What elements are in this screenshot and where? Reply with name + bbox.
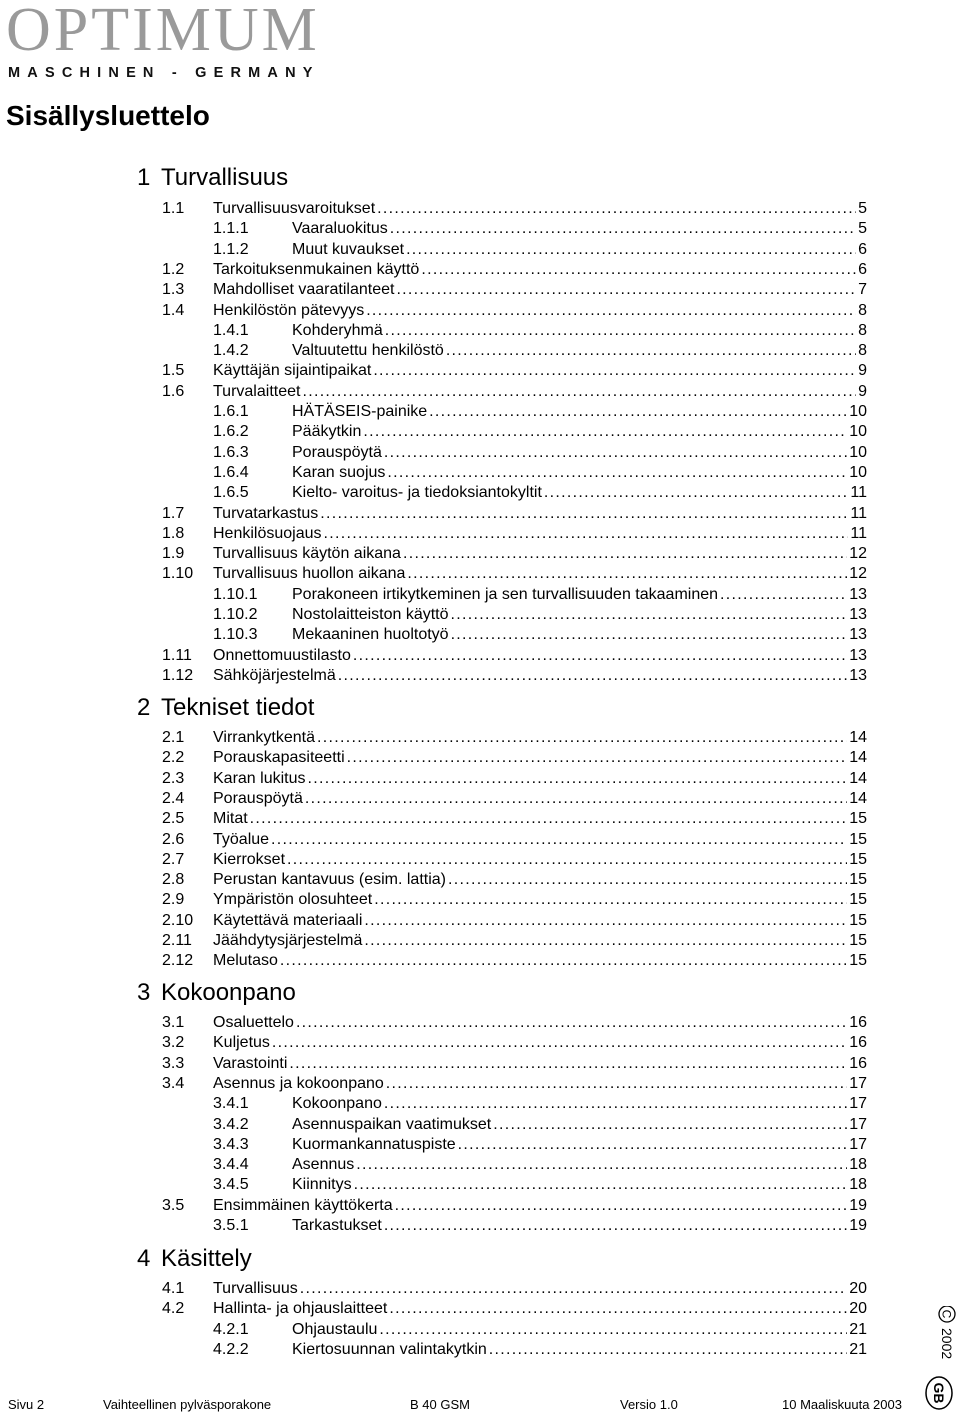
toc-entry-page: 7 <box>858 281 867 299</box>
toc-entry-number: 1.2 <box>162 260 185 278</box>
toc-entry-title: Henkilöstön pätevyys <box>213 301 365 319</box>
toc-entry-page: 16 <box>849 1014 867 1031</box>
toc-entry[interactable] <box>162 931 867 951</box>
toc-entry-page: 10 <box>849 443 867 461</box>
toc-entry-page: 14 <box>849 789 867 807</box>
toc-entry-number: 1.6.5 <box>213 484 249 502</box>
language-badge-text: GB <box>931 1382 947 1404</box>
toc-entry-number: 2.2 <box>162 749 185 767</box>
toc-entry-page: 5 <box>858 220 867 238</box>
toc-entry-number: 2.12 <box>162 952 194 970</box>
toc-entry-number: 3.4 <box>162 1074 185 1092</box>
toc-entry-page: 18 <box>849 1156 867 1174</box>
dot-leader <box>353 646 847 666</box>
toc-entry-number: 1.4.1 <box>213 321 249 339</box>
toc-entry[interactable] <box>162 1299 867 1319</box>
toc-entry-page: 14 <box>849 729 867 746</box>
dot-leader <box>720 585 847 605</box>
toc-entry-page: 15 <box>849 871 867 889</box>
toc-entry[interactable] <box>162 321 867 341</box>
toc-entry[interactable] <box>162 748 867 768</box>
footer-model: B 40 GSM <box>410 1397 470 1412</box>
dot-leader <box>395 1196 848 1216</box>
toc-entry-number: 1.6.2 <box>213 423 249 441</box>
toc-entry-number: 1.1.2 <box>213 240 249 258</box>
dot-leader <box>347 748 848 768</box>
toc-entry[interactable] <box>162 443 867 463</box>
toc-entry-page: 15 <box>849 850 867 868</box>
footer-date: 10 Maaliskuuta 2003 <box>782 1397 902 1412</box>
toc-entry-number: 3.4.3 <box>213 1135 249 1153</box>
toc-entry-title: Perustan kantavuus (esim. lattia) <box>213 871 446 889</box>
dot-leader <box>363 422 847 442</box>
toc-entry[interactable] <box>162 341 867 361</box>
toc-entry-number: 2.1 <box>162 729 185 746</box>
toc-entry[interactable] <box>162 870 867 890</box>
toc-entry-title: Kierrokset <box>213 850 286 868</box>
toc-entry-page: 11 <box>850 504 867 522</box>
dot-leader <box>396 280 856 300</box>
dot-leader <box>317 728 847 748</box>
toc-entry-page: 20 <box>849 1300 867 1318</box>
toc-entry-page: 15 <box>849 911 867 929</box>
toc-entry-number: 3.5.1 <box>213 1217 249 1234</box>
dot-leader <box>446 341 856 361</box>
toc-entry[interactable] <box>162 850 867 870</box>
toc-entry-title: Mahdolliset vaaratilanteet <box>213 281 395 299</box>
toc-entry-number: 3.1 <box>162 1014 185 1031</box>
toc-entry[interactable] <box>162 463 867 483</box>
dot-leader <box>373 361 856 381</box>
toc-entry[interactable] <box>162 240 867 260</box>
page-title: Sisällysluettelo <box>6 100 210 131</box>
toc-entry[interactable] <box>162 830 867 850</box>
toc-entry-page: 5 <box>858 200 867 217</box>
toc-entry-title: Mekaaninen huoltotyö <box>292 626 449 644</box>
toc-entry[interactable] <box>162 1155 867 1175</box>
toc-entry-number: 1.6.1 <box>213 403 249 420</box>
toc-entry[interactable] <box>162 1135 867 1155</box>
copyright-symbol: C <box>939 1309 954 1319</box>
toc-entry-page: 15 <box>849 891 867 909</box>
dot-leader <box>407 564 847 584</box>
toc-entry-number: 1.5 <box>162 362 185 380</box>
toc-entry-number: 1.8 <box>162 524 185 542</box>
toc-entry-page: 13 <box>849 606 867 623</box>
toc-entry[interactable] <box>162 544 867 564</box>
toc-entry-number: 1.10.2 <box>213 606 258 623</box>
toc-entry-number: 3.5 <box>162 1196 185 1214</box>
toc-entry[interactable] <box>162 1196 867 1216</box>
toc-entry[interactable] <box>162 280 867 300</box>
chapter-heading <box>137 978 296 1008</box>
toc-entry[interactable] <box>162 789 867 809</box>
toc-entry-title: Turvalaitteet <box>213 382 301 400</box>
toc-entry-page: 17 <box>849 1095 867 1113</box>
toc-entry[interactable] <box>162 422 867 442</box>
toc-entry-page: 9 <box>858 382 867 400</box>
dot-leader <box>390 219 856 239</box>
optimum-logo <box>6 0 320 81</box>
dot-leader <box>289 1054 847 1074</box>
toc-entry[interactable] <box>162 504 867 524</box>
dot-leader <box>493 1115 847 1135</box>
toc-entry-number: 1.11 <box>162 646 192 664</box>
toc-entry-page: 9 <box>858 362 867 380</box>
toc-entry-number: 3.2 <box>162 1034 185 1052</box>
dot-leader <box>403 544 847 564</box>
chapter-heading <box>137 163 288 193</box>
chapter-title: Tekniset tiedot <box>161 694 315 721</box>
dot-leader <box>385 321 856 341</box>
dot-leader <box>356 1155 847 1175</box>
toc-entry[interactable] <box>162 1054 867 1074</box>
toc-entry-title: Onnettomuustilasto <box>213 646 351 664</box>
toc-entry-title: Turvatarkastus <box>213 504 319 522</box>
toc-entry-number: 1.6.4 <box>213 463 249 481</box>
dot-leader <box>338 666 847 686</box>
dot-leader <box>489 1340 847 1360</box>
toc-entry-title: Muut kuvaukset <box>292 240 405 258</box>
toc-entry-number: 4.2 <box>162 1300 185 1318</box>
dot-leader <box>384 443 847 463</box>
toc-entry-title: Jäähdytysjärjestelmä <box>213 932 363 949</box>
toc-entry-number: 1.4 <box>162 301 185 319</box>
toc-entry[interactable] <box>162 625 867 645</box>
dot-leader <box>451 625 848 645</box>
toc-entry-page: 8 <box>858 321 867 339</box>
toc-entry-number: 2.6 <box>162 830 185 848</box>
footer-page-number: Sivu 2 <box>8 1397 45 1412</box>
toc-entry-title: Ohjaustaulu <box>292 1320 378 1338</box>
dot-leader <box>320 504 848 524</box>
toc-entry[interactable] <box>162 1216 867 1236</box>
toc-entry[interactable] <box>162 1279 867 1299</box>
dot-leader <box>377 199 856 219</box>
toc-entry-page: 18 <box>849 1176 867 1194</box>
toc-entry-title: Mitat <box>213 810 248 828</box>
toc-entry-number: 2.8 <box>162 871 185 889</box>
toc-entry-page: 17 <box>849 1135 867 1153</box>
toc-entry-title: Turvallisuus käytön aikana <box>213 545 401 563</box>
dot-leader <box>406 240 856 260</box>
toc-entry-title: Kiertosuunnan valintakytkin <box>292 1340 487 1358</box>
toc-entry-title: Turvallisuus huollon aikana <box>213 565 406 583</box>
toc-entry-title: Virrankytkentä <box>213 729 315 746</box>
toc-entry[interactable] <box>162 564 867 584</box>
toc-entry[interactable] <box>162 524 867 544</box>
toc-entry[interactable] <box>162 361 867 381</box>
toc-entry-number: 1.3 <box>162 281 185 299</box>
toc-entry-title: Pääkytkin <box>292 423 362 441</box>
dot-leader <box>308 769 848 789</box>
toc-entry[interactable] <box>162 402 867 422</box>
dot-leader <box>302 382 856 402</box>
toc-entry-title: Turvallisuus <box>213 1280 298 1297</box>
toc-entry-title: Tarkoituksenmukainen käyttö <box>213 260 420 278</box>
toc-entry-page: 12 <box>849 545 867 563</box>
dot-leader <box>429 402 847 422</box>
toc-entry-number: 1.10.3 <box>213 626 258 644</box>
chapter-title: Kokoonpano <box>161 979 296 1006</box>
toc-entry-page: 17 <box>849 1074 867 1092</box>
toc-entry-page: 13 <box>849 626 867 644</box>
toc-entry-number: 3.4.5 <box>213 1176 249 1194</box>
dot-leader <box>272 1033 847 1053</box>
dot-leader <box>300 1279 847 1299</box>
footer-version: Versio 1.0 <box>620 1397 678 1412</box>
logo-wordmark: OPTIMUM <box>6 0 320 64</box>
toc-entry-number: 1.1.1 <box>213 220 249 238</box>
toc-entry-page: 10 <box>849 423 867 441</box>
chapter-title: Turvallisuus <box>161 164 289 191</box>
toc-entry-page: 6 <box>858 260 867 278</box>
toc-entry-title: Turvallisuusvaroitukset <box>213 200 376 217</box>
toc-entry-number: 3.3 <box>162 1054 185 1072</box>
toc-entry[interactable] <box>162 911 867 931</box>
toc-entry[interactable] <box>162 1033 867 1053</box>
toc-entry-number: 1.6 <box>162 382 185 400</box>
footer-product-name: Vaihteellinen pylväsporakone <box>103 1397 272 1412</box>
chapter-title: Käsittely <box>161 1245 252 1272</box>
chapter-number: 1 <box>137 164 151 191</box>
toc-entry[interactable] <box>162 890 867 910</box>
dot-leader <box>448 870 847 890</box>
toc-entry-number: 4.2.2 <box>213 1340 249 1358</box>
toc-entry-title: Kuormankannatuspiste <box>292 1135 456 1153</box>
toc-entry-title: Asennus <box>292 1156 355 1174</box>
toc-entry[interactable] <box>162 199 867 219</box>
toc-entry-title: Tarkastukset <box>292 1217 382 1234</box>
toc-entry-number: 1.6.3 <box>213 443 249 461</box>
toc-entry[interactable] <box>162 585 867 605</box>
toc-entry[interactable] <box>162 646 867 666</box>
toc-entry-page: 14 <box>849 749 867 767</box>
chapter-number: 4 <box>137 1245 151 1272</box>
toc-entry-title: Asennuspaikan vaatimukset <box>292 1115 492 1133</box>
toc-entry-title: Kielto- varoitus- ja tiedoksiantokyltit <box>292 484 542 502</box>
dot-leader <box>354 1175 848 1195</box>
toc-entry-page: 6 <box>858 240 867 258</box>
toc-entry[interactable] <box>162 605 867 625</box>
toc-entry-title: Karan suojus <box>292 463 386 481</box>
toc-entry-number: 1.10 <box>162 565 194 583</box>
copyright-notice <box>920 1306 960 1366</box>
toc-entry-page: 21 <box>849 1340 867 1358</box>
toc-entry[interactable] <box>162 382 867 402</box>
toc-entry-page: 13 <box>849 666 867 684</box>
chapter-number: 2 <box>137 694 151 721</box>
toc-entry-title: HÄTÄSEIS-painike <box>292 403 428 420</box>
toc-entry-title: Työalue <box>213 830 270 848</box>
dot-leader <box>324 524 849 544</box>
copyright-year: 2002 <box>939 1328 955 1360</box>
toc-entry-page: 15 <box>849 932 867 949</box>
dot-leader <box>271 830 847 850</box>
toc-entry-number: 3.4.1 <box>213 1095 249 1113</box>
toc-entry[interactable] <box>162 666 867 686</box>
toc-entry-title: Käytettävä materiaali <box>213 911 363 929</box>
dot-leader <box>366 301 856 321</box>
dot-leader <box>364 911 847 931</box>
toc-entry-number: 2.4 <box>162 789 185 807</box>
toc-entry[interactable] <box>162 219 867 239</box>
dot-leader <box>389 1299 847 1319</box>
toc-entry-number: 2.7 <box>162 850 185 868</box>
chapter-heading <box>137 1244 252 1274</box>
toc-entry-title: Hallinta- ja ohjauslaitteet <box>213 1300 388 1318</box>
toc-entry-page: 8 <box>858 301 867 319</box>
toc-entry-number: 1.9 <box>162 545 185 563</box>
toc-entry-page: 14 <box>849 769 867 787</box>
toc-entry-title: Porakoneen irtikytkeminen ja sen turvallisuuden takaaminen <box>292 585 719 603</box>
toc-entry-title: Vaaraluokitus <box>292 220 388 238</box>
dot-leader <box>287 850 847 870</box>
chapter-heading <box>137 693 314 723</box>
toc-entry-page: 11 <box>850 524 867 542</box>
toc-entry-title: Osaluettelo <box>213 1014 294 1031</box>
toc-entry[interactable] <box>162 1175 867 1195</box>
toc-entry-title: Kiinnitys <box>292 1176 352 1194</box>
toc-entry-title: Ensimmäinen käyttökerta <box>213 1196 393 1214</box>
toc-entry-page: 19 <box>849 1217 867 1234</box>
dot-leader <box>305 789 847 809</box>
toc-entry[interactable] <box>162 1340 867 1360</box>
toc-entry[interactable] <box>162 769 867 789</box>
dot-leader <box>458 1135 848 1155</box>
toc-entry[interactable] <box>162 728 867 748</box>
dot-leader <box>384 1094 847 1114</box>
toc-entry-number: 3.4.4 <box>213 1156 249 1174</box>
toc-entry-number: 2.10 <box>162 911 194 929</box>
toc-entry[interactable] <box>162 951 867 971</box>
dot-leader <box>250 809 848 829</box>
dot-leader <box>379 1320 847 1340</box>
toc-entry-page: 13 <box>849 646 867 664</box>
toc-entry-page: 15 <box>849 952 867 970</box>
dot-leader <box>364 931 847 951</box>
toc-entry-page: 13 <box>849 585 867 603</box>
toc-entry-title: Kuljetus <box>213 1034 270 1052</box>
toc-entry-page: 16 <box>849 1034 867 1052</box>
toc-entry-number: 4.2.1 <box>213 1320 249 1338</box>
toc-entry-number: 1.7 <box>162 504 185 522</box>
toc-entry-title: Porauskapasiteetti <box>213 749 345 767</box>
toc-entry-title: Käyttäjän sijaintipaikat <box>213 362 372 380</box>
dot-leader <box>421 260 856 280</box>
toc-entry-title: Porauspöytä <box>213 789 303 807</box>
toc-entry-title: Porauspöytä <box>292 443 382 461</box>
toc-entry-page: 17 <box>849 1115 867 1133</box>
toc-entry[interactable] <box>162 1094 867 1114</box>
toc-entry-number: 1.4.2 <box>213 342 249 360</box>
dot-leader <box>386 1074 847 1094</box>
toc-entry-page: 21 <box>849 1320 867 1338</box>
toc-entry-title: Karan lukitus <box>213 769 306 787</box>
dot-leader <box>296 1013 847 1033</box>
toc-entry-page: 20 <box>849 1280 867 1297</box>
toc-entry-title: Henkilösuojaus <box>213 524 322 542</box>
dot-leader <box>280 951 847 971</box>
dot-leader <box>374 890 847 910</box>
toc-entry[interactable] <box>162 1320 867 1340</box>
toc-entry-page: 16 <box>849 1054 867 1072</box>
toc-entry-page: 12 <box>849 565 867 583</box>
toc-entry-page: 15 <box>849 830 867 848</box>
toc-entry-title: Varastointi <box>213 1054 288 1072</box>
dot-leader <box>387 463 847 483</box>
toc-entry-number: 1.1 <box>162 200 185 217</box>
toc-entry-title: Sähköjärjestelmä <box>213 666 336 684</box>
toc-entry-number: 2.11 <box>162 932 192 949</box>
toc-entry[interactable] <box>162 260 867 280</box>
toc-entry-page: 11 <box>850 484 867 502</box>
toc-entry-title: Nostolaitteiston käyttö <box>292 606 449 623</box>
toc-entry-title: Ympäristön olosuhteet <box>213 891 373 909</box>
toc-entry-title: Asennus ja kokoonpano <box>213 1074 384 1092</box>
toc-entry-page: 19 <box>849 1196 867 1214</box>
toc-entry[interactable] <box>162 483 867 503</box>
page-footer <box>0 1382 960 1425</box>
toc-entry-number: 2.9 <box>162 891 185 909</box>
dot-leader <box>544 483 849 503</box>
chapter-number: 3 <box>137 979 151 1006</box>
toc-entry[interactable] <box>162 809 867 829</box>
dot-leader <box>451 605 848 625</box>
toc-entry-number: 4.1 <box>162 1280 185 1297</box>
toc-entry-title: Kokoonpano <box>292 1095 382 1113</box>
toc-entry-title: Melutaso <box>213 952 278 970</box>
toc-entry-number: 2.5 <box>162 810 185 828</box>
logo-tagline: MASCHINEN - GERMANY <box>8 65 320 81</box>
toc-entry-number: 1.10.1 <box>213 585 258 603</box>
toc-entry-title: Valtuutettu henkilöstö <box>292 342 444 360</box>
toc-entry-number: 3.4.2 <box>213 1115 249 1133</box>
toc-entry[interactable] <box>162 1115 867 1135</box>
toc-entry[interactable] <box>162 301 867 321</box>
toc-entry-page: 15 <box>849 810 867 828</box>
dot-leader <box>384 1216 847 1236</box>
toc-entry-title: Kohderyhmä <box>292 321 383 339</box>
toc-entry-page: 10 <box>849 463 867 481</box>
toc-entry-number: 2.3 <box>162 769 185 787</box>
language-badge <box>922 1374 956 1417</box>
toc-entry[interactable] <box>162 1074 867 1094</box>
toc-entry-page: 10 <box>849 403 867 420</box>
toc-entry-page: 8 <box>858 342 867 360</box>
toc-entry[interactable] <box>162 1013 867 1033</box>
toc-entry-number: 1.12 <box>162 666 194 684</box>
